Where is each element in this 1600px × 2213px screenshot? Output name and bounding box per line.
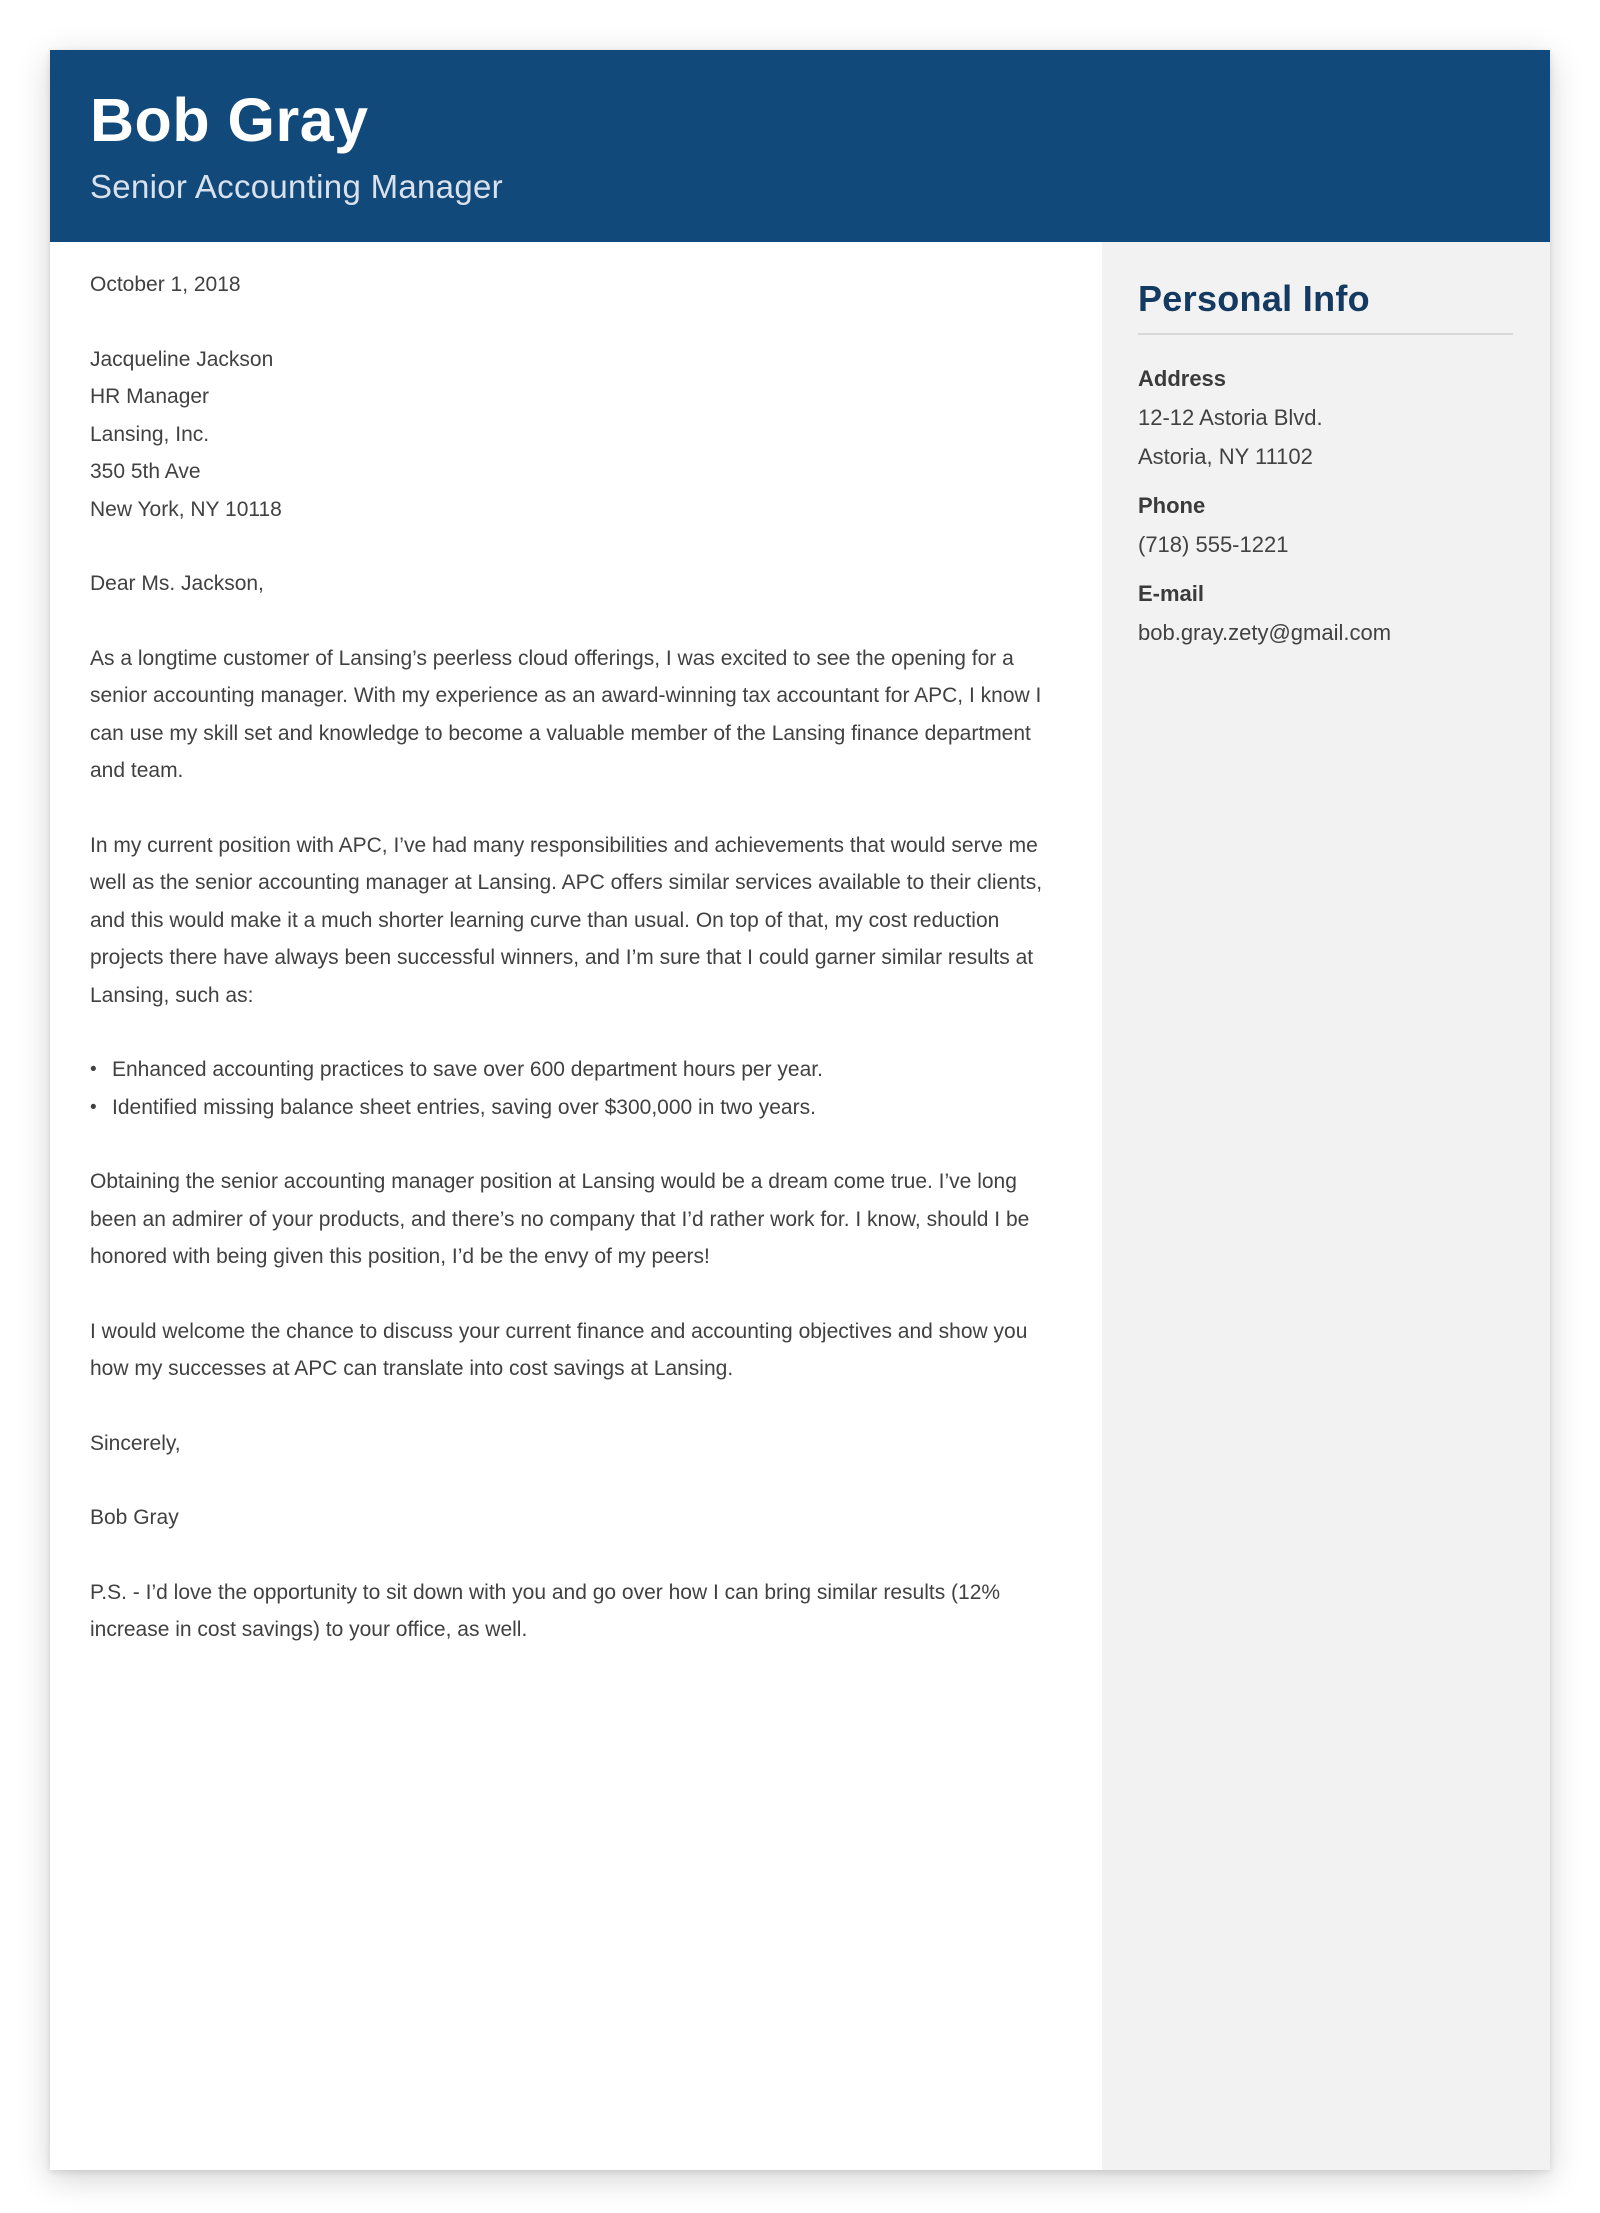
paragraph-experience: In my current position with APC, I’ve had many responsibilities and achievements that would serve me well as the senior accounting manager at Lansing. APC offers similar services available to their clients, and this would make it a much shorter learning curve than usual. On top of that, my cost reduction projects there have always been successful winners, and I’m sure that I could garner similar results at Lansing, such as:	[90, 833, 1043, 1007]
letter-header	[50, 50, 1550, 242]
paragraph-intro: As a longtime customer of Lansing’s peerless cloud offerings, I was excited to see the opening for a senior accounting manager. With my experience as an award-winning tax accountant for APC, I know I can use my skill set and knowledge to become a valuable member of the Lansing finance department and team.	[90, 646, 1042, 782]
recipient-city: New York, NY 10118	[90, 497, 282, 521]
phone-section	[1138, 486, 1513, 564]
achievement-item	[90, 1089, 1062, 1127]
recipient-name: Jacqueline Jackson	[90, 347, 274, 371]
recipient-role: HR Manager	[90, 385, 210, 408]
achievement-text: Identified missing balance sheet entries, saving over $300,000 in two years.	[112, 1095, 816, 1119]
letter-date: October 1, 2018	[90, 273, 241, 296]
letter-body-column	[50, 242, 1102, 2170]
achievement-item	[90, 1051, 1062, 1089]
phone-value: (718) 555-1221	[1138, 532, 1289, 557]
personal-info-sidebar	[1102, 242, 1550, 2170]
signature-name: Bob Gray	[90, 1506, 179, 1529]
bullet-icon: •	[90, 1096, 97, 1118]
phone-label: Phone	[1138, 493, 1206, 518]
content-columns	[50, 242, 1550, 2170]
address-line-1: 12-12 Astoria Blvd.	[1138, 405, 1323, 430]
cover-letter-page	[50, 50, 1550, 2170]
postscript: P.S. - I’d love the opportunity to sit down with you and go over how I can bring similar results (12% increase in cost savings) to your office, as well.	[90, 1580, 1001, 1641]
paragraph-call-to-action: I would welcome the chance to discuss your current finance and accounting objectives and show you how my successes at APC can translate into cost savings at Lansing.	[90, 1319, 1028, 1380]
paragraph-motivation: Obtaining the senior accounting manager position at Lansing would be a dream come true. I’ve long been an admirer of your products, and there’s no company that I’d rather work for. I know, should I be honored with being given this position, I’d be the envy of my peers!	[90, 1170, 1030, 1268]
address-section	[1138, 359, 1513, 476]
email-section	[1138, 574, 1513, 652]
sidebar-heading-rule	[1138, 333, 1513, 335]
address-line-2: Astoria, NY 11102	[1138, 444, 1313, 469]
email-label: E-mail	[1138, 581, 1205, 606]
signature-block	[90, 1425, 1062, 1649]
candidate-name: Bob Gray	[90, 86, 369, 154]
candidate-job-title: Senior Accounting Manager	[90, 168, 503, 206]
address-label: Address	[1138, 366, 1227, 391]
achievement-text: Enhanced accounting practices to save over 600 department hours per year.	[112, 1058, 823, 1081]
sidebar-heading: Personal Info	[1138, 278, 1370, 319]
closing: Sincerely,	[90, 1431, 181, 1455]
email-value: bob.gray.zety@gmail.com	[1138, 620, 1392, 645]
salutation: Dear Ms. Jackson,	[90, 572, 264, 595]
achievement-list	[90, 1051, 1062, 1126]
recipient-company: Lansing, Inc.	[90, 422, 210, 446]
bullet-icon: •	[90, 1059, 97, 1080]
recipient-street: 350 5th Ave	[90, 460, 201, 483]
